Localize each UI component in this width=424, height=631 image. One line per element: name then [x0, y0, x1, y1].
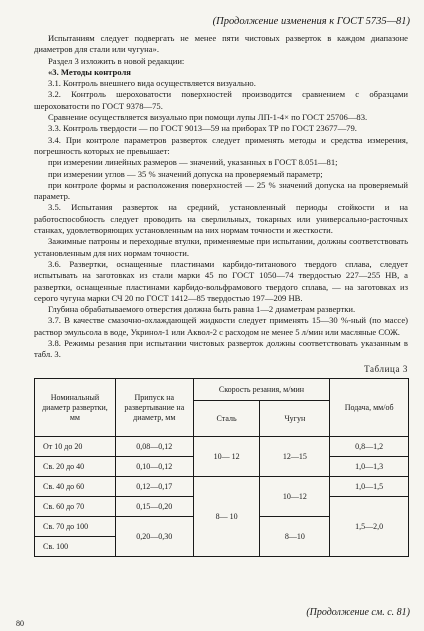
table-cell: 8—10: [260, 517, 330, 557]
header-allowance: Припуск на развертывание на диаметр, мм: [115, 379, 193, 437]
paragraph: Сравнение осуществляется визуально при помощи лупы ЛП-1-4× по ГОСТ 25706—83.: [48, 112, 368, 123]
table-cell: 0,08—0,12: [115, 437, 193, 457]
table-cell: 1,0—1,3: [330, 457, 409, 477]
paragraph: 3.7. В качестве смазочно-охлаждающей жидкости следует применять 15—30 %-ный (по массе) раствор эмульсола в воде, Укринол-1 или Аквол-2 с расходом не менее 5 л/мин или масляные СОЖ.: [34, 315, 408, 337]
paragraph: 3.8. Режимы резания при испытании чистовых разверток должны соответствовать указанным в табл. 3.: [34, 338, 408, 360]
paragraph: 3.4. При контроле параметров разверток следует применять методы и средства измерения, погрешность которых не превышает:: [34, 134, 408, 156]
paragraph: Испытаниям следует подвергать не менее пяти чистовых разверток в каждом диапазоне диаметров для стали или чугуна».: [34, 33, 408, 55]
page-footer: (Продолжение см. с. 81): [306, 607, 410, 618]
table-cell: От 10 до 20: [35, 437, 116, 457]
paragraph: при контроле формы и расположения поверхностей — 25 % значений допуска на проверяемый параметр.: [34, 179, 408, 202]
header-steel: Сталь: [193, 401, 260, 437]
table-cell: 8— 10: [193, 477, 260, 557]
table-cell: 0,20—0,30: [115, 517, 193, 557]
table-cell: Св. 60 до 70: [35, 497, 116, 517]
table-cell: Св. 70 до 100: [35, 517, 116, 537]
page-header: (Продолжение изменения к ГОСТ 5735—81): [212, 16, 410, 27]
table-cell: Св. 20 до 40: [35, 457, 116, 477]
header-feed: Подача, мм/об: [330, 379, 409, 437]
page-number: 80: [16, 619, 24, 628]
paragraph: при измерении линейных размеров — значений, указанных в ГОСТ 8.051—81;: [48, 157, 338, 168]
section-heading: «3. Методы контроля: [48, 66, 131, 77]
table-cell: Св. 40 до 60: [35, 477, 116, 497]
document-body: [34, 33, 408, 361]
paragraph: Зажимные патроны и переходные втулки, применяемые при испытании, должны соответствовать установленным для них нормам точности.: [34, 236, 408, 258]
table-cell: 1,5—2,0: [330, 497, 409, 557]
table-cell: 1,0—1,5: [330, 477, 409, 497]
table-cell: 10— 12: [193, 437, 260, 477]
paragraph: Раздел 3 изложить в новой редакции:: [48, 55, 185, 66]
paragraph: при измерении углов — 35 % значений допуска на проверяемый параметр;: [48, 168, 323, 179]
paragraph: 3.5. Испытания разверток на средний, установленный периоды стойкости и на работоспособность следует проводить на сверлильных, токарных или универсально-расточных станках, удовлетворяющих установленным на них нормам точности и жесткости.: [34, 202, 408, 236]
table-cell: 0,8—1,2: [330, 437, 409, 457]
table-cell: 0,15—0,20: [115, 497, 193, 517]
paragraph: Глубина обрабатываемого отверстия должна быть равна 1—2 диаметрам развертки.: [48, 304, 356, 315]
table-cell: 0,12—0,17: [115, 477, 193, 497]
cutting-modes-table: [34, 378, 409, 557]
header-speed: Скорость резания, м/мин: [193, 379, 330, 401]
paragraph: 3.3. Контроль твердости — по ГОСТ 9013—59 на приборах ТР по ГОСТ 23677—79.: [48, 123, 357, 134]
table-cell: 0,10—0,12: [115, 457, 193, 477]
paragraph: 3.1. Контроль внешнего вида осуществляется визуально.: [48, 78, 256, 89]
header-iron: Чугун: [260, 401, 330, 437]
paragraph: 3.6. Развертки, оснащенные пластинами карбидо-титанового твердого сплава, следует испытывать на заготовках из стали марки 45 по ГОСТ 1050—74 твердостью 227—255 НВ, а развертки, оснащенные пластинами карбидо-вольфрамового твердого сплава, — на заготовках из серого чугуна марки СЧ 20 по ГОСТ 1412—85 твердостью 197—209 НВ.: [34, 258, 408, 303]
table-cell: Св. 100: [35, 537, 116, 557]
table-cell: 12—15: [260, 437, 330, 477]
header-diameter: Номинальный диаметр развертки, мм: [35, 379, 116, 437]
table-caption: Таблица 3: [364, 364, 408, 374]
paragraph: 3.2. Контроль шероховатости поверхностей производится сравнением с образцами шероховатости по ГОСТ 9378—75.: [34, 89, 408, 111]
table-cell: 10—12: [260, 477, 330, 517]
